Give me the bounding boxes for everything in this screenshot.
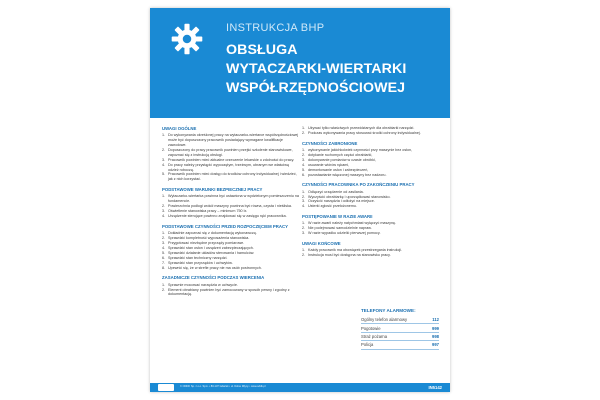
item-number: 8. (162, 265, 166, 270)
item-text: Instrukcja musi być dostępna na stanowisku pracy. (308, 253, 391, 258)
item-number: 4. (162, 214, 166, 219)
item-number: 4. (162, 162, 166, 167)
item-number: 7. (162, 260, 166, 265)
emergency-phones (361, 308, 439, 350)
item-text: W razie awarii należy natychmiast wyłączyć maszynę. (308, 221, 397, 226)
section-heading: CZYNNOŚCI PRACOWNIKA PO ZAKOŃCZENIU PRACY (302, 182, 415, 188)
section-heading: CZYNNOŚCI ZABRONIONE (302, 140, 358, 146)
item-number: 2. (302, 226, 306, 231)
item-text: Pracownik powinien mieć dostęp do środków ochrony indywidualnej i wiedzieć, jak z nich korzystać. (168, 172, 297, 182)
item-number: 1. (162, 282, 166, 287)
list-item (302, 131, 440, 136)
left-column (162, 126, 300, 297)
list-item (302, 231, 440, 236)
list-item (302, 253, 440, 258)
right-column (302, 126, 440, 258)
item-number: 2. (302, 152, 306, 157)
item-number: 1. (162, 231, 166, 236)
section-heading: UWAGI OGÓLNE (162, 126, 197, 131)
item-text: Podczas wykonywania pracy stosować środki ochrony indywidualnej. (308, 130, 421, 135)
document-title (226, 41, 441, 98)
item-number: 4. (162, 245, 166, 250)
item-text: Wyczyścić obrabiarkę i uporządkować stanowisko. (308, 194, 391, 199)
item-text: Element obrabiany powinien być zamocowany w sposób pewny i zgodny z dokumentacją. (168, 287, 290, 297)
item-text: Upewnić się, że w strefie pracy nie ma osób postronnych. (168, 265, 262, 270)
item-number: 4. (302, 162, 306, 167)
list-item (162, 163, 300, 173)
item-text: W razie wypadku udzielić pierwszej pomocy. (308, 231, 381, 236)
phone-label: Ogólny telefon alarmowy (361, 317, 408, 323)
item-text: Każdy pracownik ma obowiązek przestrzegania instrukcji. (308, 248, 403, 253)
item-number: 2. (162, 236, 166, 241)
phone-row (361, 333, 439, 341)
section-heading: PODSTAWOWE WARUNKI BEZPIECZNEJ PRACY (162, 187, 263, 193)
phone-row (361, 324, 439, 332)
instruction-sheet (150, 8, 450, 392)
header-banner (150, 8, 450, 118)
item-text: Nie podejmować samodzielnie napraw. (308, 226, 372, 231)
title-line: WYTACZARKI-WIERTARKI (226, 61, 407, 77)
item-text: usuwanie wiórów rękami, (308, 162, 350, 167)
item-number: 2. (162, 204, 166, 209)
list-item (162, 288, 300, 298)
document-kicker: INSTRUKCJA BHP (226, 22, 325, 34)
phone-label: Pogotowie (361, 325, 381, 331)
section-heading: PODSTAWOWE CZYNNOŚCI PRZED ROZPOCZĘCIEM PRACY (162, 224, 288, 229)
list-item (162, 214, 300, 219)
list-item (162, 266, 300, 271)
item-text: Sprawnie mocować narzędzia w uchwycie. (168, 282, 238, 287)
phone-number: 997 (432, 342, 439, 348)
item-number: 6. (162, 255, 166, 260)
item-number: 1. (302, 126, 306, 130)
item-text: pozostawianie włączonej maszyny bez nadzoru. (308, 172, 387, 177)
publisher-logo (158, 384, 174, 391)
list-item (162, 133, 300, 148)
item-text: Sprawdzić działanie układów sterowania i hamulców. (168, 250, 255, 255)
item-number: 4. (302, 204, 306, 209)
phone-number: 998 (432, 333, 439, 339)
item-text: Dopuszczony do pracy pracownik powinien przejść szkolenie stanowiskowe, zapoznać się z instrukcją obsługi. (168, 147, 293, 157)
item-number: 3. (302, 157, 306, 162)
item-number: 5. (302, 167, 306, 172)
list-item (162, 172, 300, 182)
item-number: 3. (162, 241, 166, 246)
item-number: 3. (162, 157, 166, 162)
list-item (302, 204, 440, 209)
item-text: Wytaczarko-wiertarka powinna być ustawiona w wydzielonym pomieszczeniu na fundamencie. (168, 194, 299, 204)
footer-text: © ODDK Sp. z o.o. Sp.k. • 80-137 Gdańsk • ul. Dolne Młyny • www.oddk.pl (180, 385, 266, 388)
item-text: Urządzenie sterujące powinno znajdować się w zasięgu ręki pracownika. (168, 214, 287, 219)
phone-row (361, 316, 439, 324)
item-text: Oświetlenie stanowiska pracy – minimum 750 lx. (168, 209, 248, 214)
item-text: Sprawdzić stan osłon i urządzeń zabezpieczających. (168, 245, 254, 250)
item-number: 5. (162, 172, 166, 177)
item-text: Usterki zgłosić przełożonemu. (308, 204, 357, 209)
item-text: Sprawdzić kompletność wyposażenia stanowiska. (168, 236, 250, 241)
list-item (162, 194, 300, 204)
item-number: 1. (302, 148, 306, 153)
item-number: 1. (302, 189, 306, 194)
section-heading: POSTĘPOWANIE W RAZIE AWARII (302, 214, 373, 220)
item-number: 3. (162, 209, 166, 214)
phone-number: 999 (432, 325, 439, 331)
document-code: IN5142 (428, 384, 442, 390)
item-text: dokonywanie pomiarów w czasie obróbki, (308, 157, 376, 162)
phone-label: Straż pożarna (361, 333, 388, 339)
item-text: Przygotować niezbędne przyrządy pomiarowe. (168, 241, 245, 246)
phone-row (361, 341, 439, 349)
phone-label: Policja (361, 342, 374, 348)
item-text: Sprawdzić stan przyrządów i uchwytów. (168, 260, 233, 265)
item-number: 5. (162, 250, 166, 255)
item-text: Pracownik powinien mieć aktualne orzeczenie lekarskie o zdolności do pracy. (168, 157, 295, 162)
phone-number: 112 (432, 317, 439, 323)
title-line: OBSŁUGA (226, 42, 298, 58)
item-number: 1. (162, 133, 166, 138)
item-text: wykonywanie jakichkolwiek czynności przy maszynie bez osłon, (308, 148, 413, 153)
footer-bar (150, 383, 450, 392)
item-number: 3. (302, 231, 306, 236)
list-item (162, 148, 300, 158)
item-number: 2. (302, 194, 306, 199)
item-number: 2. (302, 130, 306, 135)
item-number: 1. (162, 194, 166, 199)
item-number: 2. (162, 147, 166, 152)
item-number: 2. (302, 253, 306, 258)
item-number: 6. (302, 172, 306, 177)
phones-heading: TELEFONY ALARMOWE: (361, 308, 416, 313)
item-text: dotykanie ruchomych części obrabiarki, (308, 152, 373, 157)
item-text: Sprawdzić stan techniczny narzędzi. (168, 255, 228, 260)
list-item (302, 173, 440, 178)
gear-icon (170, 22, 204, 56)
item-text: Do wykonywania określonej pracy na wytaczarko-wiertarce współrzędnościowej może być dopuszczony pracownik posiadający wymagane kwalifikacje zawodowe. (168, 133, 299, 148)
item-number: 1. (302, 248, 306, 253)
item-text: Powierzchnia podłogi wokół maszyny powinna być równa, czysta i nieśliska. (168, 204, 292, 209)
item-text: Do pracy należy przystąpić wypoczętym, trzeźwym, ubranym we właściwą odzież roboczą. (168, 162, 289, 172)
item-text: Odłączyć urządzenie od zasilania. (308, 189, 364, 194)
title-line: WSPÓŁRZĘDNOŚCIOWEJ (226, 80, 406, 96)
item-text: Używać tylko właściwych przewidzianych dla obrabiarki narzędzi. (308, 126, 415, 130)
item-text: demontowanie osłon i zabezpieczeń, (308, 167, 369, 172)
item-text: Dokładnie zapoznać się z dokumentacją wykonawczą. (168, 231, 257, 236)
item-number: 2. (162, 287, 166, 292)
item-number: 1. (302, 221, 306, 226)
section-heading: UWAGI KOŃCOWE (302, 241, 341, 247)
item-number: 3. (302, 199, 306, 204)
section-heading: ZASADNICZE CZYNNOŚCI PODCZAS WIERCENIA (162, 275, 265, 281)
item-text: Oczyścić narzędzia i odłożyć na miejsce. (308, 199, 375, 204)
